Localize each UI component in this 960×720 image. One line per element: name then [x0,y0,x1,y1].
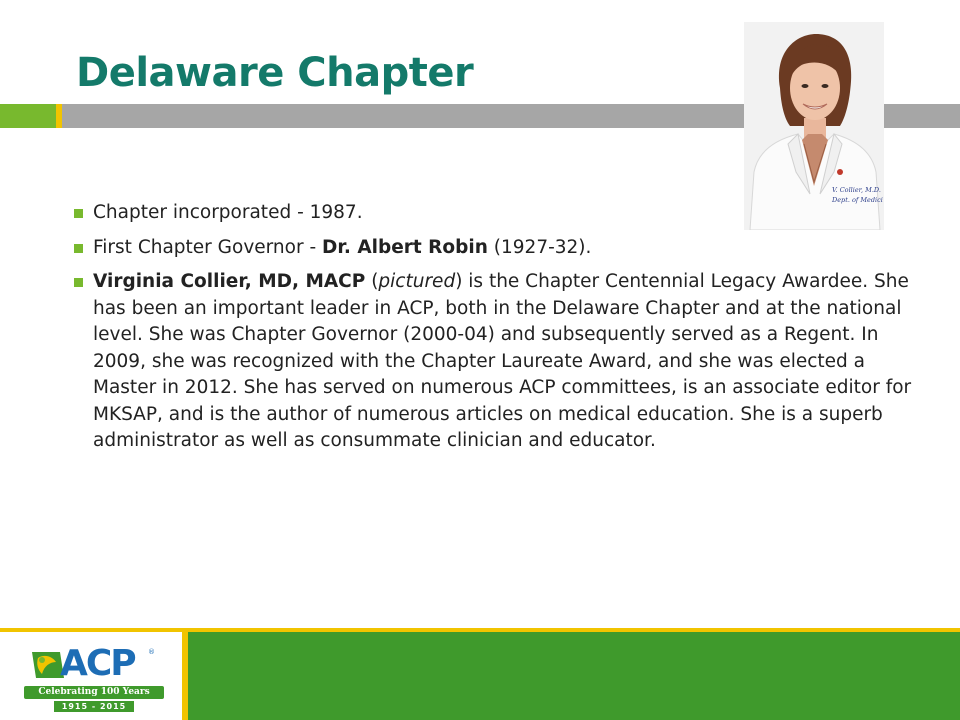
bullet-item-first-governor [72,235,912,262]
bullet-text: Chapter incorporated - 1987. [93,202,363,223]
title-rule-green-segment [0,104,56,128]
bullet-list [72,200,912,463]
bullet-suffix: (1927-32). [487,236,592,258]
bullet-item-incorporated [72,200,912,227]
square-bullet-icon [74,209,83,218]
bullet-prefix: First Chapter Governor - [93,236,323,258]
pictured-note: pictured [378,271,456,292]
square-bullet-icon [74,244,83,253]
portrait-illustration [744,22,884,230]
logo-years: 1915 - 2015 [54,701,134,712]
acp-centennial-logo [20,642,168,714]
awardee-description: ) is the Chapter Centennial Legacy Awardee. She has been an important leader in ACP, both in the Delaware Chapter and at the national level. She was Chapter Governor (2000-04) and subsequently served as a Regent. In 2009, she was recognized with the Chapter Laureate Award, and she was elected a Master in 2012. She has served on numerous ACP committees, is an associate editor for MKSAP, and is the author of numerous articles on medical education. She is a superb administrator as well as consummate clinician and educator. [93,271,912,451]
awardee-name: Virginia Collier, MD, MACP [93,271,366,292]
slide-title: Delaware Chapter [76,50,474,96]
square-bullet-icon [74,278,83,287]
svg-text:V. Collier, M.D.: V. Collier, M.D. [832,186,881,194]
open-paren: ( [365,271,379,292]
acp-trademark: ® [148,648,155,656]
logo-ribbon: Celebrating 100 Years [24,686,164,699]
bullet-item-legacy-awardee [72,269,912,455]
portrait-photo [744,22,884,230]
bullet-text [93,235,912,262]
governor-name: Dr. Albert Robin [322,236,488,258]
svg-text:Dept. of Medici: Dept. of Medici [832,196,883,204]
footer-green-band [188,632,960,720]
bullet-text [93,269,912,455]
acp-wordmark: ACP [60,643,135,684]
